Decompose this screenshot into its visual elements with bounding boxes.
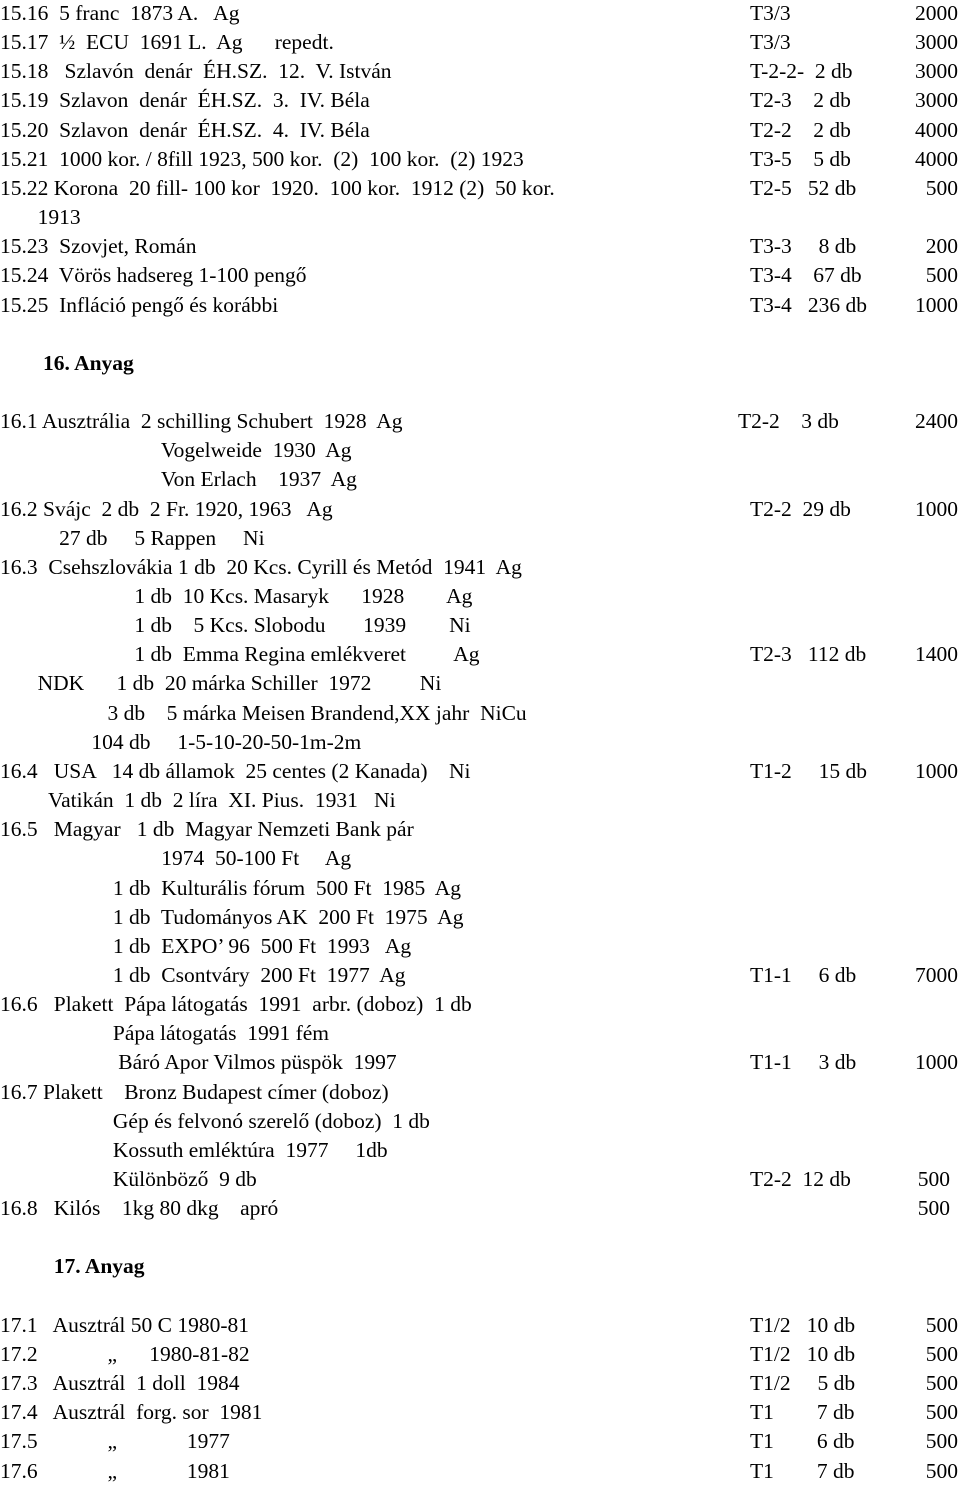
list-item [0, 640, 960, 669]
list-item [0, 349, 960, 378]
list-item [0, 669, 960, 698]
list-item [0, 757, 960, 786]
list-item [0, 611, 960, 640]
list-item [0, 116, 960, 145]
item-grade-quantity: T-2-2- 2 db [750, 59, 853, 84]
list-item [0, 495, 960, 524]
list-item [0, 524, 960, 553]
item-price: 500 [925, 175, 958, 200]
item-grade-quantity: T2-3 112 db [750, 642, 867, 667]
item-price: 200 [925, 234, 958, 259]
item-description: Különböző 9 db [0, 1167, 257, 1191]
item-price: 1000 [915, 292, 958, 317]
item-grade-quantity: T3-5 5 db [750, 146, 851, 171]
item-description: 16.3 Csehszlovákia 1 db 20 Kcs. Cyrill és Metód 1941 Ag [0, 554, 522, 579]
item-grade-quantity: T1-2 15 db [750, 758, 868, 783]
item-description: 16.1 Ausztrália 2 schilling Schubert 1928 Ag [0, 409, 403, 434]
item-grade-quantity: T1/2 5 db [750, 1371, 856, 1396]
list-item [0, 932, 960, 961]
item-price: 1000 [915, 758, 958, 783]
item-description: 1 db Tudományos AK 200 Ft 1975 Ag [0, 904, 464, 929]
item-price: 4000 [915, 146, 958, 171]
list-item [0, 1427, 960, 1456]
item-description: 15.17 ½ ECU 1691 L. Ag repedt. [0, 30, 334, 55]
item-description: 1 db EXPO’ 96 500 Ft 1993 Ag [0, 933, 412, 958]
item-grade-quantity: T2-2 2 db [750, 117, 851, 142]
list-item [0, 1078, 960, 1107]
list-item [0, 1223, 960, 1252]
item-description: 1974 50-100 Ft Ag [0, 846, 352, 871]
item-grade-quantity: T1-1 3 db [750, 1050, 857, 1075]
item-grade-quantity: T2-3 2 db [750, 88, 851, 113]
list-item [0, 436, 960, 465]
item-grade-quantity: T2-2 12 db [750, 1167, 851, 1191]
item-grade-quantity: T3-3 8 db [750, 234, 857, 259]
item-description: Vogelweide 1930 Ag [0, 438, 352, 463]
list-item [0, 844, 960, 873]
item-description: 17.5 „ 1977 [0, 1429, 230, 1454]
item-price: 500 [925, 1400, 958, 1425]
list-item [0, 261, 960, 290]
list-item [0, 57, 960, 86]
item-grade-quantity: T2-5 52 db [750, 175, 857, 200]
item-description: 17.4 Ausztrál forg. sor 1981 [0, 1400, 263, 1425]
item-description: 15.22 Korona 20 fill- 100 kor 1920. 100 kor. 1912 (2) 50 kor. [0, 175, 555, 200]
item-grade-quantity: T3-4 236 db [750, 292, 868, 317]
item-price: 500 [917, 1167, 950, 1191]
item-price: 4000 [915, 117, 958, 142]
item-description: 15.18 Szlavón denár ÉH.SZ. 12. V. István [0, 59, 392, 84]
item-description: Von Erlach 1937 Ag [0, 467, 357, 492]
list-item [0, 465, 960, 494]
list-item [0, 815, 960, 844]
item-price: 2000 [915, 1, 958, 25]
list-item [0, 28, 960, 57]
item-description: Pápa látogatás 1991 fém [0, 1021, 330, 1046]
list-item [0, 0, 960, 28]
section-heading: 17. Anyag [0, 1254, 145, 1279]
item-grade-quantity: T1-1 6 db [750, 962, 857, 987]
list-item [0, 903, 960, 932]
item-grade-quantity: T2-2 29 db [750, 496, 851, 521]
list-item [0, 407, 960, 436]
item-description: 16.4 USA 14 db államok 25 centes (2 Kanada) Ni [0, 758, 471, 783]
list-item [0, 232, 960, 261]
item-description: 15.21 1000 kor. / 8fill 1923, 500 kor. (2) 100 kor. (2) 1923 [0, 146, 524, 171]
item-price: 1000 [915, 1050, 958, 1075]
item-description: 1 db Kulturális fórum 500 Ft 1985 Ag [0, 875, 462, 900]
item-description: 15.24 Vörös hadsereg 1-100 pengő [0, 263, 307, 288]
list-item [0, 1369, 960, 1398]
list-item [0, 1340, 960, 1369]
item-description: 1 db Emma Regina emlékveret Ag [0, 642, 480, 667]
item-description: 17.1 Ausztrál 50 C 1980-81 [0, 1312, 250, 1337]
item-price: 1000 [915, 496, 958, 521]
list-item [0, 203, 960, 232]
list-item [0, 1282, 960, 1311]
list-item [0, 874, 960, 903]
item-price: 2400 [915, 409, 958, 434]
list-item [0, 728, 960, 757]
item-grade-quantity: T1 7 db [750, 1458, 855, 1483]
list-item [0, 553, 960, 582]
item-description: NDK 1 db 20 márka Schiller 1972 Ni [0, 671, 442, 696]
list-item [0, 1019, 960, 1048]
item-description: 104 db 1-5-10-20-50-1m-2m [0, 729, 362, 754]
list-item [0, 699, 960, 728]
list-item [0, 990, 960, 1019]
list-item [0, 86, 960, 115]
list-item [0, 145, 960, 174]
item-description: 16.6 Plakett Pápa látogatás 1991 arbr. (doboz) 1 db [0, 992, 472, 1017]
item-grade-quantity: T3/3 [750, 30, 791, 55]
list-item [0, 1398, 960, 1427]
item-description: 15.20 Szlavon denár ÉH.SZ. 4. IV. Béla [0, 117, 370, 142]
item-description: 16.5 Magyar 1 db Magyar Nemzeti Bank pár [0, 817, 414, 842]
item-description: 1 db Csontváry 200 Ft 1977 Ag [0, 962, 406, 987]
item-description: 16.7 Plakett Bronz Budapest címer (doboz) [0, 1079, 389, 1104]
item-description: 17.6 „ 1981 [0, 1458, 230, 1483]
item-description: 15.23 Szovjet, Román [0, 234, 197, 259]
item-price: 500 [925, 1458, 958, 1483]
item-grade-quantity: T3/3 [750, 1, 791, 25]
item-price: 500 [917, 1196, 950, 1221]
item-price: 1400 [915, 642, 958, 667]
item-description: 17.2 „ 1980-81-82 [0, 1341, 250, 1366]
item-description: 3 db 5 márka Meisen Brandend,XX jahr NiCu [0, 700, 527, 725]
item-description: 15.25 Infláció pengő és korábbi [0, 292, 279, 317]
list-item [0, 174, 960, 203]
item-price: 3000 [915, 88, 958, 113]
item-description: 15.16 5 franc 1873 A. Ag [0, 1, 240, 25]
list-item [0, 1457, 960, 1486]
item-grade-quantity: T3-4 67 db [750, 263, 862, 288]
list-item [0, 320, 960, 349]
item-description: 16.8 Kilós 1kg 80 dkg apró [0, 1196, 279, 1221]
item-price: 500 [925, 1312, 958, 1337]
list-item [0, 291, 960, 320]
item-price: 500 [925, 1371, 958, 1396]
list-item [0, 786, 960, 815]
item-description: 16.2 Svájc 2 db 2 Fr. 1920, 1963 Ag [0, 496, 333, 521]
list-item [0, 582, 960, 611]
item-price: 500 [925, 263, 958, 288]
item-price: 7000 [915, 962, 958, 987]
list-item [0, 1194, 960, 1223]
list-item [0, 1048, 960, 1077]
item-price: 3000 [915, 30, 958, 55]
item-price: 3000 [915, 59, 958, 84]
item-description: 15.19 Szlavon denár ÉH.SZ. 3. IV. Béla [0, 88, 370, 113]
item-description: 27 db 5 Rappen Ni [0, 525, 265, 550]
item-description: Báró Apor Vilmos püspök 1997 [0, 1050, 397, 1075]
list-item [0, 1165, 960, 1194]
item-description: 17.3 Ausztrál 1 doll 1984 [0, 1371, 240, 1396]
item-description: Kossuth emléktúra 1977 1db [0, 1137, 388, 1162]
item-grade-quantity: T1/2 10 db [750, 1312, 856, 1337]
list-item [0, 378, 960, 407]
list-item [0, 1311, 960, 1340]
item-grade-quantity: T1/2 10 db [750, 1341, 856, 1366]
list-item [0, 961, 960, 990]
item-price: 500 [925, 1429, 958, 1454]
list-item [0, 1136, 960, 1165]
item-description: 1 db 10 Kcs. Masaryk 1928 Ag [0, 584, 473, 608]
item-grade-quantity: T1 6 db [750, 1429, 855, 1454]
section-heading: 16. Anyag [0, 350, 134, 375]
item-description: Gép és felvonó szerelő (doboz) 1 db [0, 1108, 430, 1133]
list-item [0, 1252, 960, 1281]
item-price: 500 [925, 1341, 958, 1366]
item-description: 1913 [0, 205, 81, 230]
item-grade-quantity: T1 7 db [750, 1400, 855, 1425]
list-item [0, 1107, 960, 1136]
item-description: Vatikán 1 db 2 líra XI. Pius. 1931 Ni [0, 788, 396, 813]
item-description: 1 db 5 Kcs. Slobodu 1939 Ni [0, 613, 471, 638]
item-grade-quantity: T2-2 3 db [738, 409, 839, 434]
